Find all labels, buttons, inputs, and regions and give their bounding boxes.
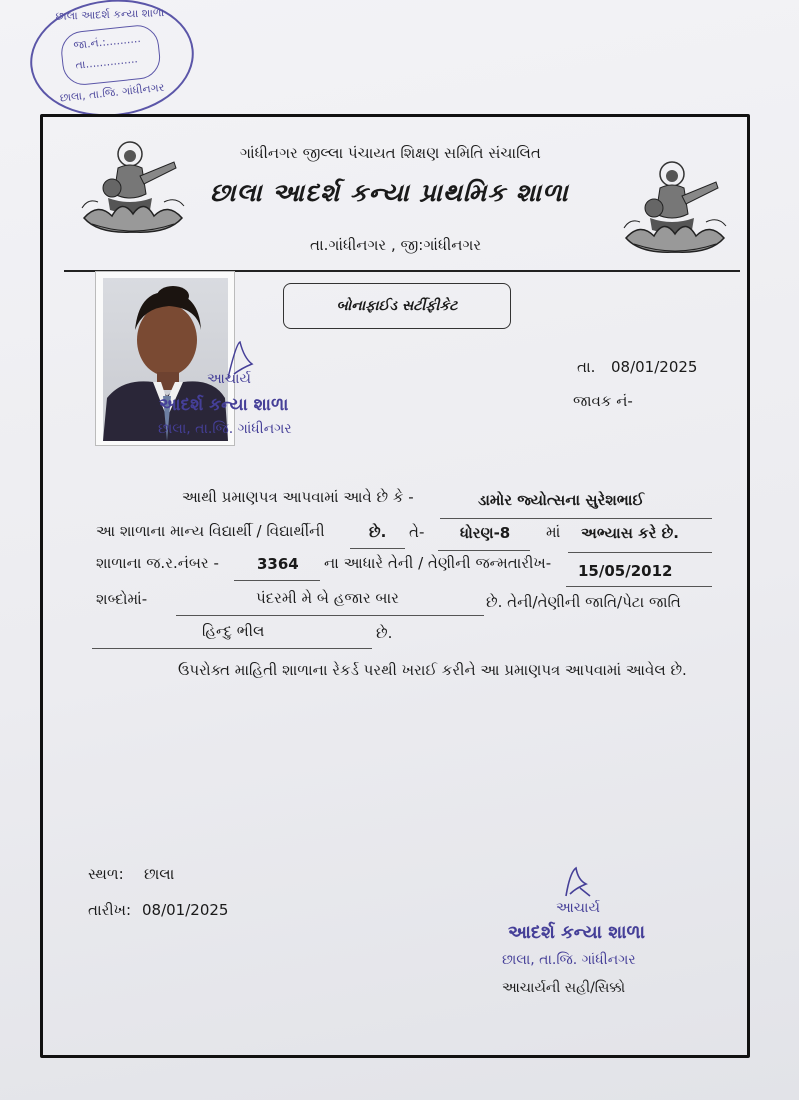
photo-stamp-title: આચાર્ય <box>207 371 251 387</box>
birth-date-words-underline <box>176 615 484 616</box>
saraswati-emblem-right <box>620 152 730 260</box>
school-title: છાલા આદર્શ કન્યા પ્રાથમિક શાળા <box>210 178 569 207</box>
birth-date-label: ના આધારે તેની / તેણીની જન્મતારીખ- <box>324 554 552 572</box>
student-name: ડામોર જ્યોત્સના સુરેશભાઈ <box>478 491 645 509</box>
photo-stamp-name: આદર્શ કન્યા શાળા <box>159 395 289 415</box>
date-label: તા. <box>577 358 596 376</box>
valid-student-text: આ શાળાના માન્ય વિદ્યાર્થી / વિદ્યાર્થીની <box>96 522 325 540</box>
studying-underline <box>568 552 712 553</box>
footer-date-label: તારીખ: <box>88 901 132 919</box>
studying-value: અભ્યાસ કરે છે. <box>581 524 679 542</box>
student-photo <box>95 271 235 446</box>
footer-date-value: 08/01/2025 <box>142 901 229 919</box>
she-label: તે- <box>409 523 425 541</box>
gr-number-underline <box>234 580 320 581</box>
in-words-label: શબ્દોમાં- <box>96 590 148 608</box>
stamp-bottom-text: છાલા, તા.જિ. ગાંધીનગર <box>59 80 165 105</box>
standard-value: ધોરણ-8 <box>460 524 511 542</box>
student-photo-image <box>103 278 228 441</box>
caste-suffix: છે. <box>376 624 393 642</box>
outward-number-label: જાવક નં- <box>573 392 633 410</box>
issue-date: 08/01/2025 <box>611 358 698 376</box>
gr-number: 3364 <box>257 555 299 573</box>
is-underline <box>350 548 405 549</box>
certificate-title: બોનાફાઈડ સર્ટીફીકેટ <box>283 283 511 329</box>
header-subtitle: ગાંધીનગર જીલ્લા પંચાયત શિક્ષણ સમિતિ સંચાલિત <box>240 144 541 162</box>
stamp-line-date: તા............... <box>74 52 139 72</box>
stamp-line-number: જા.નં.:.......... <box>72 31 142 52</box>
stamp-inner-box <box>59 23 162 87</box>
stamp-ring-text: છાલા આદર્શ કન્યા શાળા <box>55 6 165 23</box>
seal-title: આચાર્ય <box>556 900 600 916</box>
closing-statement: ઉપરોક્ત માહિતી શાળાના રેકર્ડ પરથી ખરાઈ કરીને આ પ્રમાણપત્ર આપવામાં આવેલ છે. <box>178 661 687 679</box>
seal-address: છાલા, તા.જિ. ગાંધીનગર <box>502 952 636 968</box>
photo-stamp-signature <box>222 338 262 382</box>
photo-stamp-place: છાલા, તા.જિ. ગાંધીનગર <box>158 421 292 437</box>
caste-value: હિન્દુ ભીલ <box>202 622 265 640</box>
saraswati-emblem-left <box>78 132 188 240</box>
caste-underline <box>92 648 372 649</box>
standard-underline <box>438 550 530 551</box>
is-value: છે. <box>369 523 387 541</box>
gr-number-label: શાળાના જ.ર.નંબર - <box>96 554 219 572</box>
birth-date-underline <box>566 586 712 587</box>
seal-school-name: આદર્શ કન્યા શાળા <box>508 922 645 943</box>
school-address: તા.ગાંધીનગર , જી:ગાંધીનગર <box>310 236 482 254</box>
caste-label: છે. તેની/તેણીની જાતિ/પેટા જાતિ <box>486 593 681 611</box>
place-label: સ્થળ: <box>88 865 124 883</box>
principal-signature <box>560 866 600 900</box>
birth-date-words: પંદરમી મે બે હજાર બાર <box>256 589 399 607</box>
birth-date: 15/05/2012 <box>578 562 673 580</box>
student-name-underline <box>440 518 712 519</box>
signature-label: આચાર્યની સહી/સિક્કો <box>502 980 626 996</box>
certify-text: આથી પ્રમાણપત્ર આપવામાં આવે છે કે - <box>182 488 414 506</box>
place-value: છાલા <box>144 865 175 883</box>
in-label: માં <box>546 523 561 541</box>
